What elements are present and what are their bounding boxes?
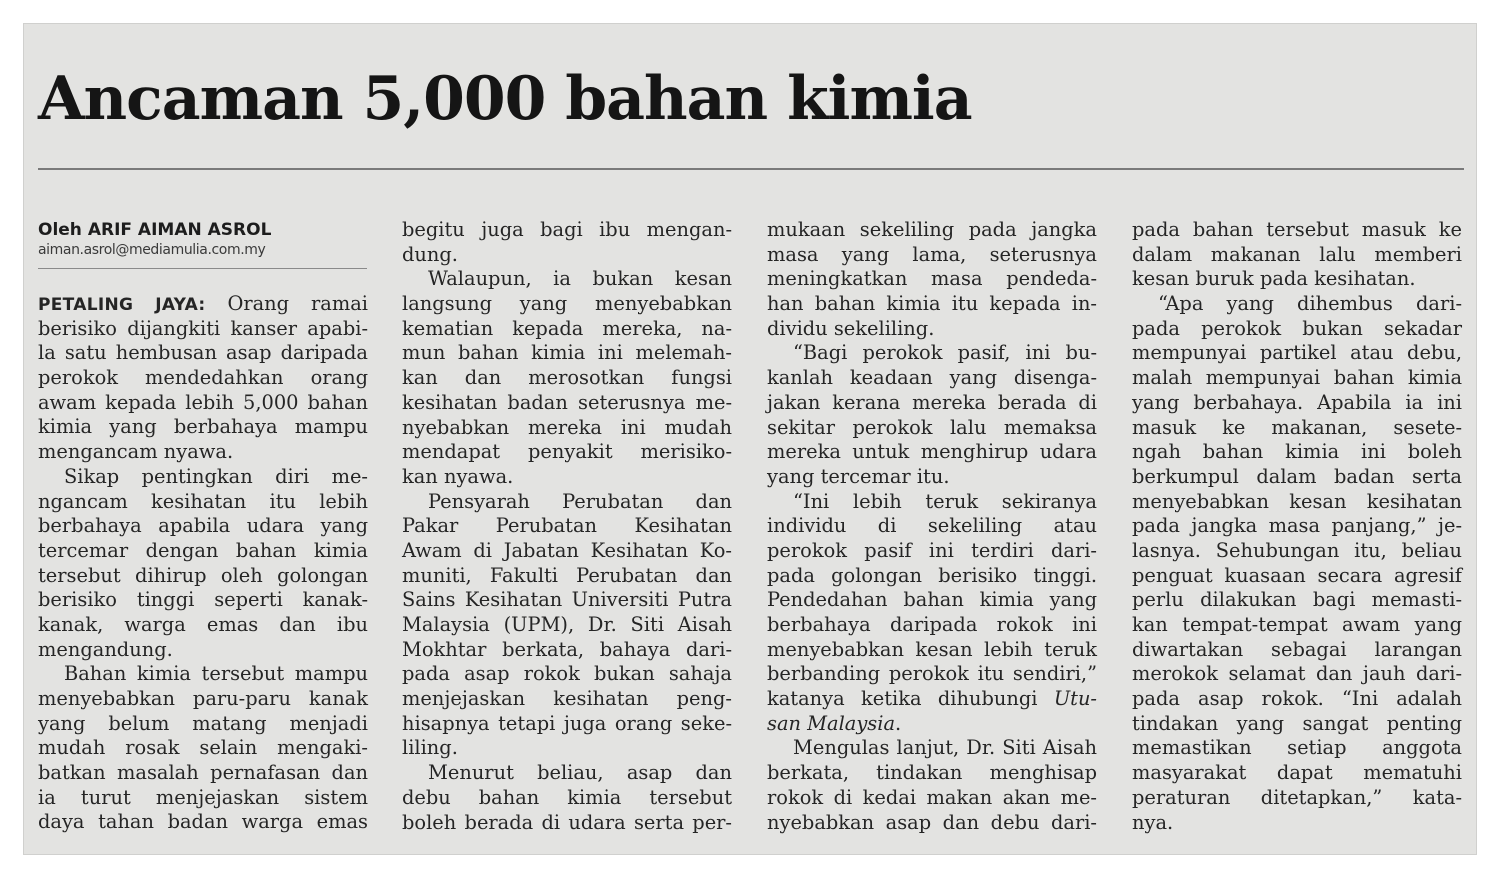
article-line: ngancam kesihatan itu lebih (38, 489, 368, 513)
article-line: pada jangka masa panjang,” je- (1132, 514, 1462, 538)
article-line: diwartakan sebagai larangan (1132, 637, 1462, 661)
article-line: tercemar dengan bahan kimia (38, 538, 368, 562)
article-line: Walaupun, ia bukan kesan (428, 267, 732, 291)
article-line: kan dan merosotkan fungsi (402, 366, 732, 390)
article-line: dividu sekeliling. (767, 316, 935, 340)
article-line: ngah bahan kimia ini boleh (1132, 440, 1462, 464)
article-line: pada bahan tersebut masuk ke (1132, 218, 1462, 241)
article-line: batkan masalah pernafasan dan (38, 761, 368, 785)
article-line: ia turut menjejaskan sistem (38, 785, 368, 809)
article-column-4 (1132, 218, 1462, 835)
article-line: berkumpul dalam badan serta (1132, 464, 1462, 488)
article-line: Sains Kesihatan Universiti Putra (402, 588, 732, 612)
article-column-3 (767, 218, 1097, 835)
headline-rule (38, 168, 1464, 170)
article-line: boleh berada di udara serta per- (402, 810, 732, 834)
publication-name: san Malaysia (767, 711, 896, 735)
article-line: PETALING JAYA: Orang ramai (38, 292, 368, 315)
article-line: Menurut beliau, asap dan (428, 761, 732, 785)
article-line: menyebabkan kesan lebih teruk (767, 637, 1097, 661)
article-line: kan tempat-tempat awam yang (1132, 613, 1462, 636)
article-line: perokok mendedahkan orang (38, 366, 368, 390)
article-line: masa yang lama, seterusnya (767, 242, 1097, 266)
article-line: menyebabkan paru-paru kanak (38, 687, 368, 710)
article-line: malah mempunyai bahan kimia (1132, 366, 1462, 390)
article-line: mukaan sekeliling pada jangka (767, 218, 1097, 241)
article-line: nya. (1132, 810, 1174, 834)
article-line: peraturan ditetapkan,” kata- (1132, 785, 1462, 809)
article-line: katanya ketika dihubungi Utu- (767, 687, 1097, 711)
article-line: debu bahan kimia tersebut (402, 785, 732, 809)
article-line: individu di sekeliling atau (767, 514, 1097, 538)
article-column-2 (402, 218, 732, 835)
article-line: jakan kerana mereka berada di (767, 390, 1097, 414)
article-line: kanak, warga emas dan ibu (38, 612, 368, 636)
article-line: liling. (402, 736, 458, 760)
article-line: berbanding perokok itu sendiri,” (767, 662, 1097, 686)
article-line: menyebabkan kesan kesihatan (1132, 489, 1462, 513)
article-line: Malaysia (UPM), Dr. Siti Aisah (402, 613, 732, 636)
article-line: mun bahan kimia ini melemah- (402, 341, 732, 365)
article-line: mempunyai partikel atau debu, (1132, 341, 1462, 365)
byline-email: aiman.asrol@mediamulia.com.my (38, 242, 266, 258)
article-line: berkata, tindakan menghisap (767, 761, 1097, 785)
article-line: lasnya. Sehubungan itu, beliau (1132, 538, 1462, 562)
article-line: Pensyarah Perubatan dan (428, 489, 732, 513)
article-line: yang belum matang menjadi (38, 711, 368, 735)
article-line: mudah rosak selain mengaki- (38, 736, 368, 760)
article-line: kesihatan badan seterusnya me- (402, 390, 732, 414)
article-line: merokok selamat dan jauh dari- (1132, 662, 1462, 686)
article-line: Awam di Jabatan Kesihatan Ko- (402, 538, 732, 562)
article-line: hisapnya tetapi juga orang seke- (402, 711, 732, 735)
article-line: kematian kepada mereka, na- (402, 316, 732, 340)
article-line: Mengulas lanjut, Dr. Siti Aisah (793, 736, 1097, 760)
article-line: tersebut dihirup oleh golongan (38, 563, 368, 587)
article-line: mereka untuk menghirup udara (767, 440, 1097, 464)
article-line: daya tahan badan warga emas (38, 810, 368, 834)
article-line: memastikan setiap anggota (1132, 736, 1462, 760)
article-line: dalam makanan lalu memberi (1132, 242, 1462, 266)
article-line: nyebabkan asap dan debu dari- (767, 810, 1097, 834)
article-line: mengancam nyawa. (38, 440, 234, 464)
article-line: Pendedahan bahan kimia yang (767, 588, 1097, 612)
article-line: pada asap rokok. “Ini adalah (1132, 687, 1462, 711)
article-line: kimia yang berbahaya mampu (38, 415, 368, 439)
article-line: begitu juga bagi ibu mengan- (402, 218, 732, 241)
byline-rule (38, 268, 367, 269)
article-line: Bahan kimia tersebut mampu (64, 662, 368, 686)
headline: Ancaman 5,000 bahan kimia (38, 64, 972, 134)
article-line: yang tercemar itu. (767, 464, 950, 488)
article-line: menjejaskan kesihatan peng- (402, 687, 732, 711)
article-line: berisiko dijangkiti kanser apabi- (38, 316, 368, 340)
article-line: penguat kuasaan secara agresif (1132, 563, 1462, 587)
article-line: masuk ke makanan, sesete- (1132, 415, 1462, 439)
article-line: mengandung. (38, 637, 173, 661)
article-line: kanlah keadaan yang disenga- (767, 366, 1097, 390)
article-line: pada perokok bukan sekadar (1132, 316, 1462, 340)
article-line: Mokhtar berkata, bahaya dari- (402, 637, 732, 661)
article-line: berbahaya apabila udara yang (38, 514, 368, 538)
article-line: san Malaysia. (767, 711, 902, 735)
article-line: masyarakat dapat mematuhi (1132, 761, 1462, 785)
article-line: dung. (402, 242, 458, 266)
article-line: perlu dilakukan bagi memasti- (1132, 588, 1462, 612)
article-line: han bahan kimia itu kepada in- (767, 292, 1097, 316)
article-line: pada asap rokok bukan sahaja (402, 662, 732, 686)
article-line: langsung yang menyebabkan (402, 292, 732, 316)
article-line: berbahaya daripada rokok ini (767, 613, 1097, 636)
article-line: kesan buruk pada kesihatan. (1132, 267, 1416, 291)
article-line: “Apa yang dihembus dari- (1158, 292, 1462, 316)
article-line: perokok pasif ini terdiri dari- (767, 538, 1097, 562)
dateline: PETALING JAYA: (38, 295, 206, 315)
article-line: Sikap pentingkan diri me- (64, 464, 368, 488)
article-line: sekitar perokok lalu memaksa (767, 415, 1097, 439)
article-column-1 (38, 292, 368, 835)
article-line: mendapat penyakit merisiko- (402, 440, 732, 464)
article-line: nyebabkan mereka ini mudah (402, 415, 732, 439)
article-line: awam kepada lebih 5,000 bahan (38, 390, 368, 414)
article-line: meningkatkan masa pendeda- (767, 267, 1097, 291)
article-line: “Ini lebih teruk sekiranya (793, 489, 1097, 513)
byline-author: Oleh ARIF AIMAN ASROL (38, 220, 272, 240)
article-line: “Bagi perokok pasif, ini bu- (793, 341, 1097, 365)
article-line: Pakar Perubatan Kesihatan (402, 514, 732, 538)
article-line: kan nyawa. (402, 464, 514, 488)
article-line: muniti, Fakulti Perubatan dan (402, 563, 732, 587)
article-line: berisiko tinggi seperti kanak- (38, 588, 368, 612)
article-line: pada golongan berisiko tinggi. (767, 563, 1097, 587)
article-line: rokok di kedai makan akan me- (767, 785, 1097, 809)
article-line: yang berbahaya. Apabila ia ini (1132, 390, 1462, 414)
article-line: tindakan yang sangat penting (1132, 711, 1462, 735)
article-line: la satu hembusan asap daripada (38, 341, 368, 365)
